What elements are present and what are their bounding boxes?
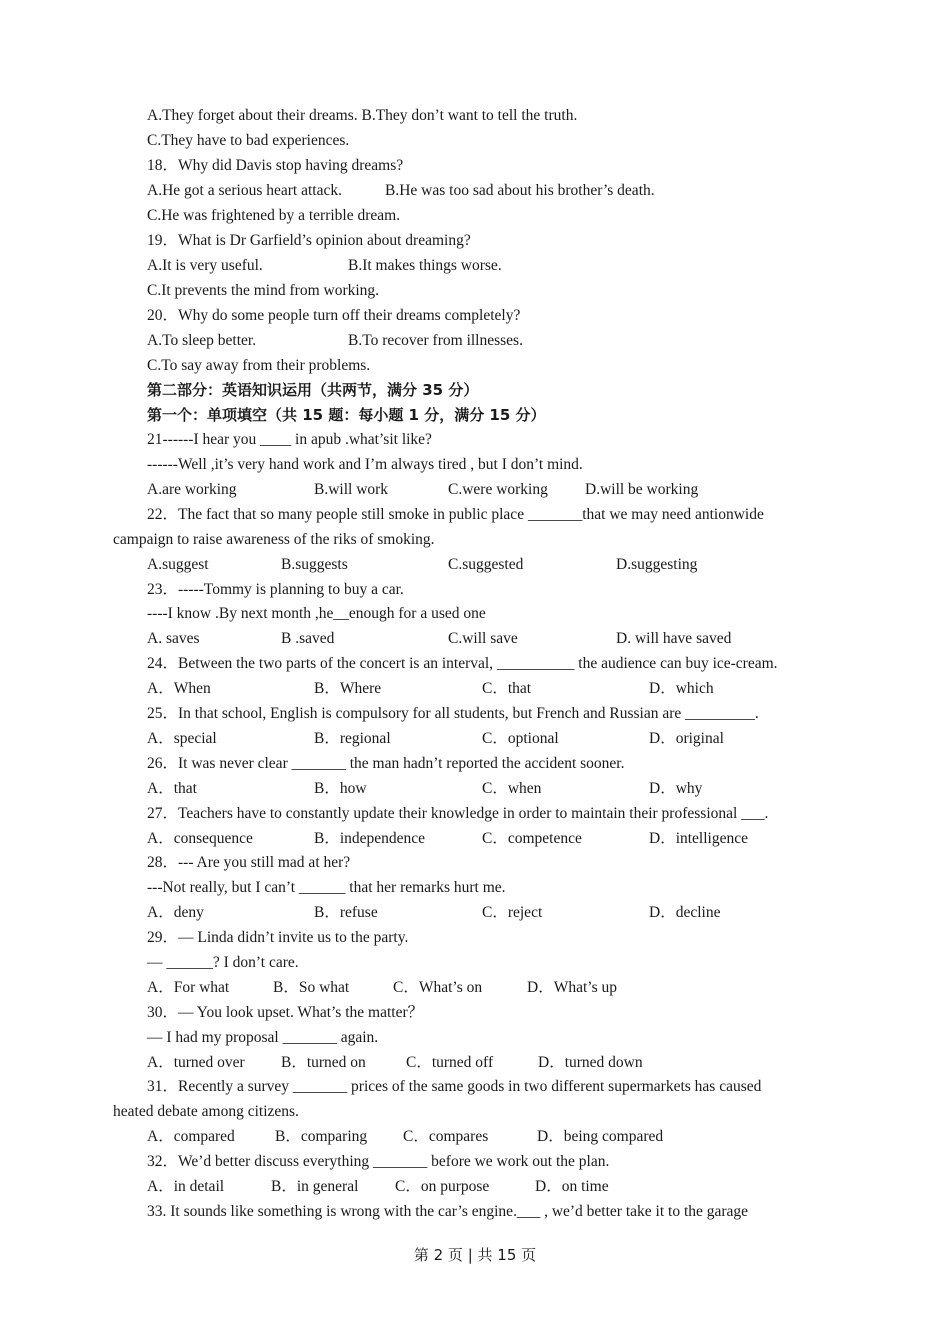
- q22-option-c: C.suggested: [448, 556, 524, 573]
- q22-option-b: B.suggests: [281, 556, 348, 573]
- q30-option-a: A．turned over: [147, 1054, 245, 1071]
- q25-stem: 25．In that school, English is compulsory for all students, but French and Russian are _________.: [147, 705, 759, 722]
- q28-option-c: C．reject: [482, 904, 543, 921]
- q25-option-a: A．special: [147, 730, 217, 747]
- q21-stem1: 21------I hear you ____ in apub .what’sit like?: [147, 431, 432, 448]
- q30-option-b: B．turned on: [281, 1054, 366, 1071]
- q19-option-c: C.It prevents the mind from working.: [147, 282, 380, 299]
- q18-option-b: B.He was too sad about his brother’s death.: [385, 182, 655, 199]
- q27-option-d: D．intelligence: [649, 830, 748, 847]
- q25-option-d: D．original: [649, 730, 724, 747]
- q19-option-a: A.It is very useful.: [147, 257, 263, 274]
- q24-option-a: A．When: [147, 680, 211, 697]
- q29-option-b: B．So what: [273, 979, 350, 996]
- q32-option-a: A．in detail: [147, 1178, 225, 1195]
- q21-option-c: C.were working: [448, 481, 548, 498]
- q20-option-a: A.To sleep better.: [147, 332, 257, 349]
- q32-option-b: B．in general: [271, 1178, 359, 1195]
- q24-stem: 24．Between the two parts of the concert is an interval, __________ the audience can buy ice-cream.: [147, 655, 778, 672]
- q31-stem2: heated debate among citizens.: [113, 1103, 299, 1120]
- q27-option-a: A．consequence: [147, 830, 253, 847]
- q31-option-d: D．being compared: [537, 1128, 664, 1145]
- q20-option-c: C.To say away from their problems.: [147, 357, 371, 374]
- q18-option-c: C.He was frightened by a terrible dream.: [147, 207, 401, 224]
- q21-option-a: A.are working: [147, 481, 237, 498]
- q21-option-d: D.will be working: [585, 481, 699, 498]
- q28-option-b: B．refuse: [314, 904, 378, 921]
- q26-option-b: B．how: [314, 780, 367, 797]
- section2-subtitle: 第一个：单项填空（共 15 题：每小题 1 分，满分 15 分）: [147, 406, 546, 424]
- q31-option-a: A．compared: [147, 1128, 235, 1145]
- q28-option-a: A．deny: [147, 904, 204, 921]
- q23-stem1: 23．-----Tommy is planning to buy a car.: [147, 581, 404, 598]
- q28-stem1: 28．--- Are you still mad at her?: [147, 854, 351, 871]
- q26-option-a: A．that: [147, 780, 197, 797]
- q17-options-line1: A.They forget about their dreams. B.They don’t want to tell the truth.: [147, 107, 578, 124]
- q29-option-d: D．What’s up: [527, 979, 617, 996]
- q23-option-b: B .saved: [281, 630, 335, 647]
- q27-option-c: C．competence: [482, 830, 582, 847]
- q21-stem2: ------Well ,it’s very hand work and I’m always tired , but I don’t mind.: [147, 456, 583, 473]
- q25-option-c: C．optional: [482, 730, 559, 747]
- q28-stem2: ---Not really, but I can’t ______ that her remarks hurt me.: [147, 879, 506, 896]
- q29-option-a: A．For what: [147, 979, 230, 996]
- q25-option-b: B．regional: [314, 730, 391, 747]
- page-footer: 第 2 页 | 共 15 页: [413, 1246, 537, 1264]
- q31-option-b: B．comparing: [275, 1128, 368, 1145]
- q23-option-d: D. will have saved: [616, 630, 732, 647]
- q23-option-a: A. saves: [147, 630, 200, 647]
- q29-stem1: 29．— Linda didn’t invite us to the party.: [147, 929, 409, 946]
- q30-stem1: 30．— You look upset. What’s the matter？: [147, 1004, 424, 1021]
- q30-option-d: D．turned down: [538, 1054, 643, 1071]
- q31-option-c: C．compares: [403, 1128, 489, 1145]
- q19-option-b: B.It makes things worse.: [348, 257, 502, 274]
- q28-option-d: D．decline: [649, 904, 721, 921]
- q24-option-d: D．which: [649, 680, 714, 697]
- q24-option-c: C．that: [482, 680, 532, 697]
- q17-options-line2: C.They have to bad experiences.: [147, 132, 350, 149]
- q27-stem: 27．Teachers have to constantly update their knowledge in order to maintain their professional ___.: [147, 805, 769, 822]
- q18-option-a: A.He got a serious heart attack.: [147, 182, 342, 199]
- q32-option-c: C．on purpose: [395, 1178, 490, 1195]
- q18-stem: 18．Why did Davis stop having dreams?: [147, 157, 404, 174]
- q22-option-a: A.suggest: [147, 556, 209, 573]
- q19-stem: 19．What is Dr Garfield’s opinion about dreaming?: [147, 232, 471, 249]
- q22-stem1: 22．The fact that so many people still smoke in public place _______that we may need antionwide: [147, 506, 764, 523]
- section2-title: 第二部分：英语知识运用（共两节，满分 35 分）: [147, 381, 479, 399]
- q20-stem: 20．Why do some people turn off their dreams completely?: [147, 307, 521, 324]
- q23-option-c: C.will save: [448, 630, 518, 647]
- q29-stem2: — ______? I don’t care.: [147, 954, 299, 971]
- q21-option-b: B.will work: [314, 481, 389, 498]
- q24-option-b: B．Where: [314, 680, 382, 697]
- q26-option-d: D．why: [649, 780, 703, 797]
- q26-stem: 26．It was never clear _______ the man hadn’t reported the accident sooner.: [147, 755, 625, 772]
- q22-stem2: campaign to raise awareness of the riks of smoking.: [113, 531, 435, 548]
- q32-stem: 32．We’d better discuss everything _______ before we work out the plan.: [147, 1153, 610, 1170]
- q27-option-b: B．independence: [314, 830, 426, 847]
- q29-option-c: C．What’s on: [393, 979, 483, 996]
- q33-stem: 33. It sounds like something is wrong with the car’s engine.___ , we’d better take it to the garage: [147, 1203, 749, 1220]
- q26-option-c: C．when: [482, 780, 542, 797]
- q20-option-b: B.To recover from illnesses.: [348, 332, 523, 349]
- q30-stem2: — I had my proposal _______ again.: [147, 1029, 379, 1046]
- q30-option-c: C．turned off: [406, 1054, 494, 1071]
- q22-option-d: D.suggesting: [616, 556, 698, 573]
- q23-stem2: ----I know .By next month ,he__enough for a used one: [147, 605, 486, 622]
- q32-option-d: D．on time: [535, 1178, 609, 1195]
- q31-stem1: 31．Recently a survey _______ prices of the same goods in two different supermarkets has caused: [147, 1078, 762, 1095]
